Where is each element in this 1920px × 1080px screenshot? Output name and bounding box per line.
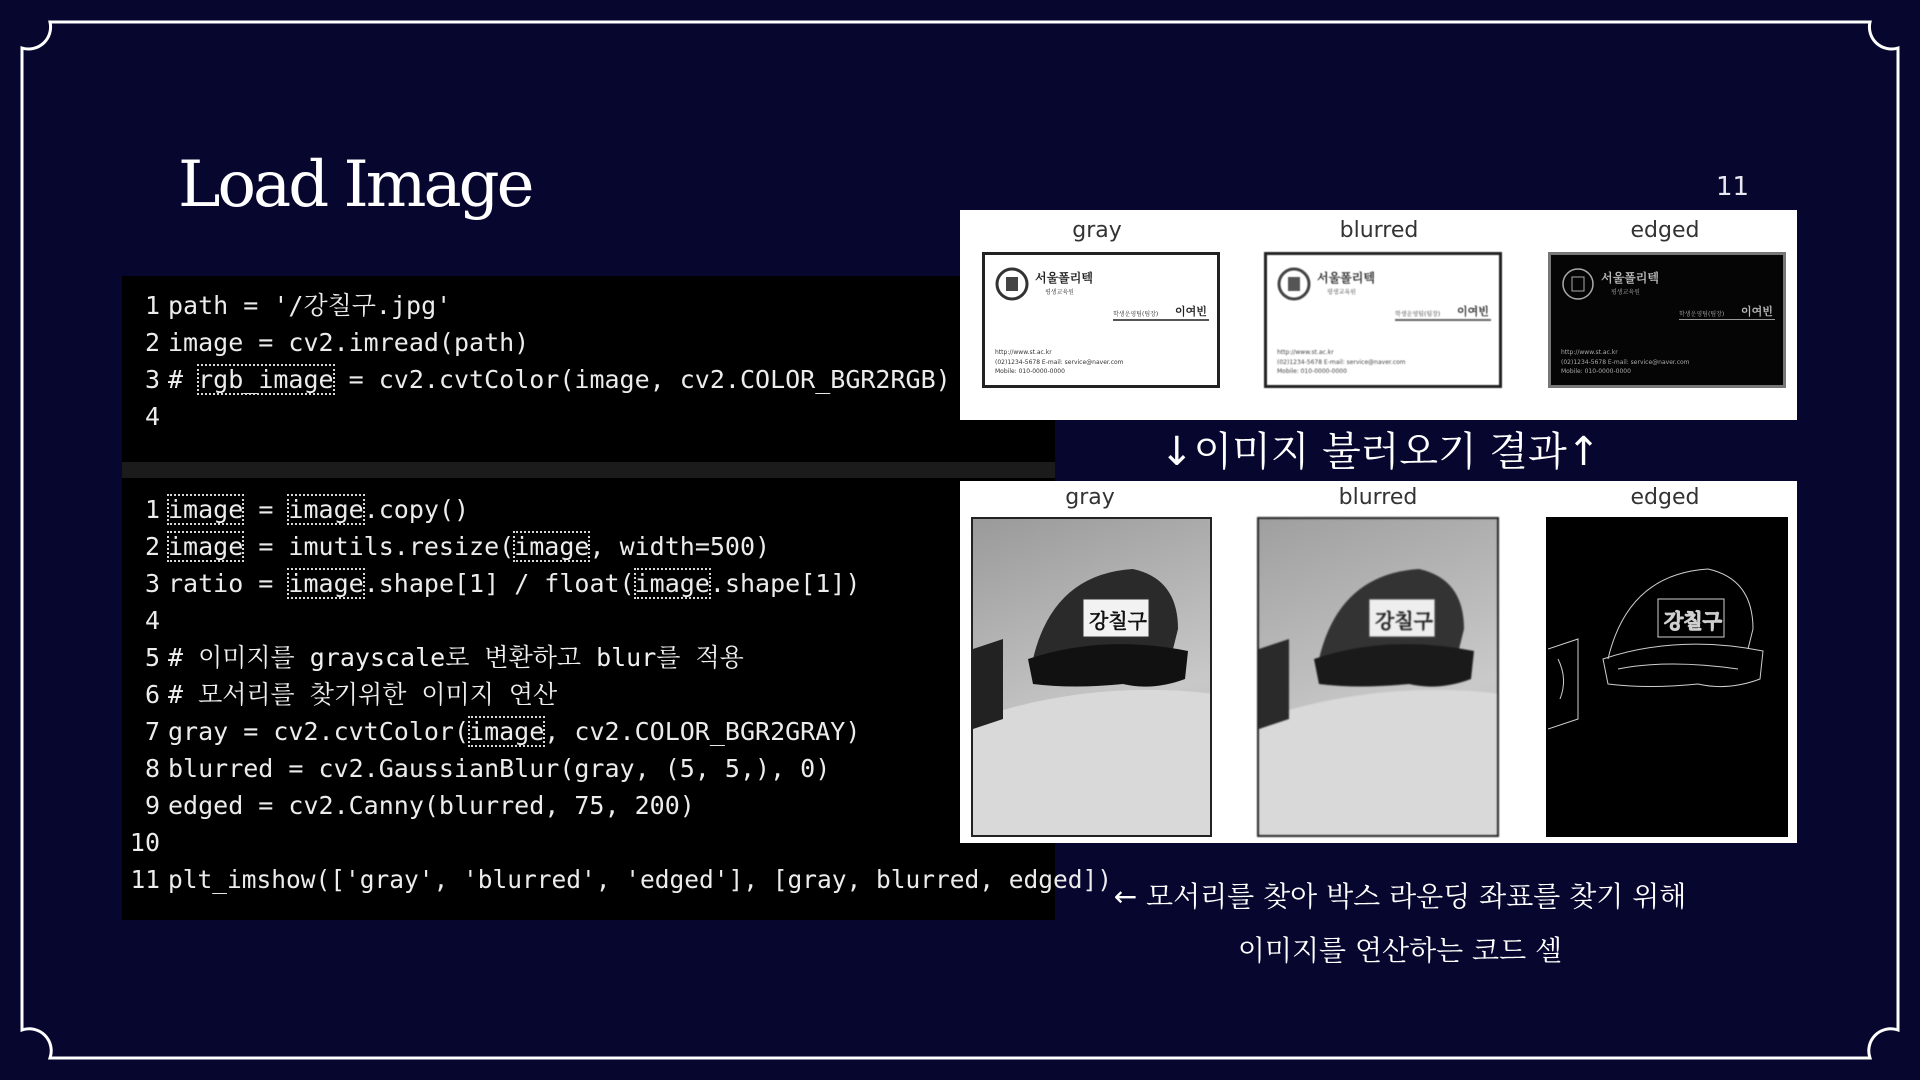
university-logo [995,267,1029,301]
card-rule [1395,319,1491,321]
code-cell-process [122,478,1113,920]
code-line: 8 blurred = cv2.GaussianBlur(gray, (5, 5,), 0) [144,754,831,783]
code-line: 3 ratio = image.shape[1] / float(image.shape[1]) [144,569,861,598]
result-helmet-photos [960,481,1797,843]
helmet-edges-illustration [1548,519,1788,837]
photo-gray [971,517,1212,837]
result-caption: ↓이미지 불러오기 결과↑ [1160,429,1601,475]
university-logo [1561,267,1595,301]
page-number: 11 [1716,172,1750,202]
result-business-card [960,210,1797,420]
code-line: 6 # 모서리를 찾기위한 이미지 연산 [144,680,558,709]
university-logo [1277,267,1311,301]
card-rule [1679,319,1775,320]
photo-edged [1546,517,1788,837]
slide-title: Load Image [178,148,532,222]
code-line: 9 edged = cv2.Canny(blurred, 75, 200) [144,791,695,820]
helmet-illustration [973,519,1212,837]
code-line: 1 image = image.copy() [144,495,470,524]
label-edged: edged [1630,485,1700,510]
helmet-label: 강칠구 [1089,609,1147,633]
card-edged: 서울폴리텍 평생교육원 학생운영팀(팀장) 이여빈 http://www.st.ac.kr (02)1234-5678 E-mail: service@naver.com Mobile: 010-0000-0000 [1548,252,1786,388]
card-gray: 서울폴리텍 평생교육원 학생운영팀(팀장) 이여빈 http://www.st.ac.kr (02)1234-5678 E-mail: service@naver.com Mobile: 010-0000-0000 [982,252,1220,388]
code-cell-load [122,276,1055,462]
code-line: 7 gray = cv2.cvtColor(image, cv2.COLOR_BGR2GRAY) [144,717,861,746]
label-gray: gray [1065,485,1115,510]
helmet-label: 강칠구 [1664,609,1722,633]
photo-blurred [1257,517,1499,837]
code-line: 4 [144,606,160,635]
helmet-label: 강칠구 [1375,609,1433,633]
caption-line-2: 이미지를 연산하는 코드 셀 [1237,934,1563,967]
code-line: 1 path = '/강칠구.jpg' [144,291,452,320]
code-line: 3 # rgb_image = cv2.cvtColor(image, cv2.COLOR_BGR2RGB) [144,365,951,394]
helmet-illustration [1259,519,1499,837]
code-line: 11 plt_imshow(['gray', 'blurred', 'edged'], [gray, blurred, edged]) [130,865,1113,894]
code-line: 2 image = cv2.imread(path) [144,328,530,357]
card-blurred: 서울폴리텍 평생교육원 학생운영팀(팀장) 이여빈 http://www.st.ac.kr (02)1234-5678 E-mail: service@naver.com Mobile: 010-0000-0000 [1264,252,1502,388]
code-cell-divider [122,462,1055,478]
code-line: 5 # 이미지를 grayscale로 변환하고 blur를 적용 [144,643,744,672]
card-rule [1113,319,1209,321]
code-cell-caption [1100,870,1700,978]
caption-line-1: ← 모서리를 찾아 박스 라운딩 좌표를 찾기 위해 [1113,880,1687,913]
code-line: 4 [144,402,160,431]
code-line: 10 [129,828,160,857]
label-blurred: blurred [1339,218,1419,243]
label-edged: edged [1630,218,1700,243]
code-line: 2 image = imutils.resize(image, width=500) [144,532,771,561]
label-gray: gray [1072,218,1122,243]
label-blurred: blurred [1338,485,1418,510]
